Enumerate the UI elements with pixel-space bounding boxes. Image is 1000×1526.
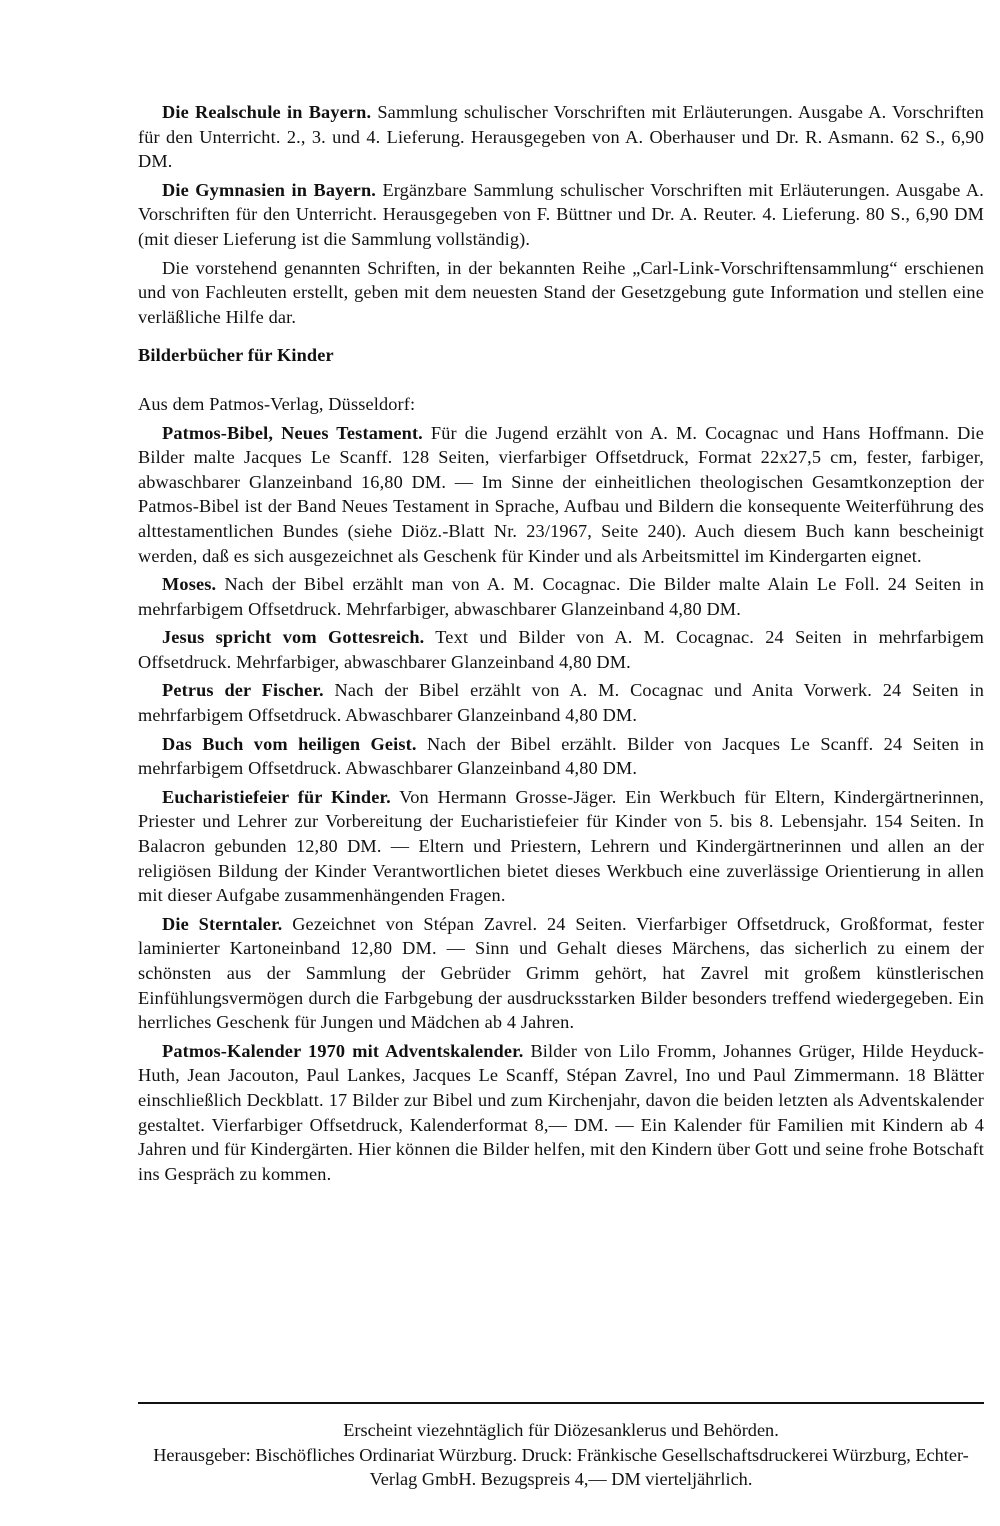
section-heading: Bilderbücher für Kinder xyxy=(138,345,334,366)
entry-eucharistiefeier xyxy=(138,785,984,908)
entry-patmos-kalender xyxy=(138,1039,984,1187)
entry-text: Gezeichnet von Stépan Zavrel. 24 Seiten. Vierfarbiger Offsetdruck, Großformat, fester laminierter Kartoneinband 12,80 DM. — Sinn und Gehalt dieses Märchens, das sicherlich zu einem der schönsten aus der Sammlung der Gebrüder Grimm gehört, hat Zavrel mit großem künstlerischen Einfühlungsvermögen durch die Farbgebung der ausdrucksstarken Bilder besonders treffend wiedergegeben. Ein herrliches Geschenk für Jungen und Mädchen ab 4 Jahren. xyxy=(138,913,985,1033)
entry-text: Ergänzbare Sammlung schulischer Vorschriften mit Erläuterungen. Ausgabe A. Vorschriften für den Unterricht. Herausgegeben von F. Büttner und Dr. A. Reuter. 4. Lieferung. 80 S., 6,90 DM (mit dieser Lieferung ist die Sammlung vollständig). xyxy=(138,179,985,249)
entry-moses xyxy=(138,572,984,621)
entry-heiliger-geist xyxy=(138,732,984,781)
footer-divider xyxy=(138,1402,984,1404)
entry-title: Das Buch vom heiligen Geist. xyxy=(162,733,417,754)
entry-text: Bilder von Lilo Fromm, Johannes Grüger, Hilde Heyduck-Huth, Jean Jacouton, Paul Lankes, Jacques Le Scanff, Stépan Zavrel, Ino und Paul Zimmermann. 18 Blätter einschließlich Deckblatt. 17 Bilder zur Bibel und zum Kirchenjahr, davon die beiden letzten als Adventskalender gestaltet. Vierfarbiger Offsetdruck, Kalenderformat 8,— DM. — Ein Kalender für Familien mit Kindern ab 4 Jahren und für Kindergärten. Hier können die Bilder helfen, mit den Kindern über Gott und seine frohe Botschaft ins Gespräch zu kommen. xyxy=(138,1040,984,1184)
entry-text: Nach der Bibel erzählt man von A. M. Cocagnac. Die Bilder malte Alain Le Foll. 24 Seiten in mehrfarbigem Offsetdruck. Mehrfarbiger, abwaschbarer Glanzeinband 4,80 DM. xyxy=(138,574,984,619)
entry-title: Die Sterntaler. xyxy=(162,913,283,934)
entry-title: Patmos-Bibel, Neues Testament. xyxy=(162,422,423,443)
footer-line-1: Erscheint viezehntäglich für Diözesanklerus und Behörden. xyxy=(343,1420,779,1440)
entry-realschule xyxy=(138,100,984,174)
entry-text: Für die Jugend erzählt von A. M. Cocagnac und Hans Hoffmann. Die Bilder malte Jacques Le Scanff. 128 Seiten, vierfarbiger Offsetdruck, Format 22x27,5 cm, fester, farbiger, abwaschbarer Glanzeinband 16,80 DM. — Im Sinne der einheitlichen theologischen Gesamtkonzeption der Patmos-Bibel ist der Band Neues Testament in Sprache, Aufbau und Bildern die konsequente Weiterführung des alttestamentlichen Bundes (siehe Diöz.-Blatt Nr. 23/1967, Seite 240). Auch diesem Buch kann bescheinigt werden, daß es sich ausgezeichnet als Geschenk für Kinder und als Arbeitsmittel im Kindergarten eignet. xyxy=(138,422,984,566)
entry-title: Die Gymnasien in Bayern. xyxy=(162,179,376,200)
entry-title: Petrus der Fischer. xyxy=(162,680,324,701)
entry-text: Nach der Bibel erzählt. Bilder von Jacques Le Scanff. 24 Seiten in mehrfarbigem Offsetdruck. Abwaschbarer Glanzeinband 4,80 DM. xyxy=(138,733,985,779)
entry-title: Eucharistiefeier für Kinder. xyxy=(162,786,391,807)
entry-petrus xyxy=(138,678,984,727)
entry-title: Patmos-Kalender 1970 mit Adventskalender. xyxy=(162,1040,524,1061)
entry-gymnasien xyxy=(138,178,984,252)
document-body xyxy=(138,100,984,1190)
entry-text: Text und Bilder von A. M. Cocagnac. 24 Seiten in mehrfarbigem Offsetdruck. Mehrfarbiger, abwaschbarer Glanzeinband 4,80 DM. xyxy=(138,627,984,672)
note-paragraph: Die vorstehend genannten Schriften, in der bekannten Reihe „Carl-Link-Vorschriftensammlung“ erschienen und von Fachleuten erstellt, geben mit dem neuesten Stand der Gesetzgebung gute Information und stellen eine verläßliche Hilfe dar. xyxy=(138,257,984,327)
footer-line-2: Herausgeber: Bischöfliches Ordinariat Würzburg. Druck: Fränkische Gesellschaftsdruckerei Würzburg, Echter-Verlag GmbH. Bezugspreis 4,— DM vierteljährlich. xyxy=(153,1444,969,1490)
publisher-line: Aus dem Patmos-Verlag, Düsseldorf: xyxy=(138,393,416,414)
entry-title: Die Realschule in Bayern. xyxy=(162,102,372,122)
footer xyxy=(138,1418,984,1492)
entry-sterntaler xyxy=(138,912,984,1035)
entry-text: Von Hermann Grosse-Jäger. Ein Werkbuch für Eltern, Kindergärtnerinnen, Priester und Lehrer zur Vorbereitung der Eucharistiefeier für Kinder von 5. bis 8. Lebensjahr. 154 Seiten. In Balacron gebunden 12,80 DM. — Eltern und Priestern, Lehrern und Kindergärtnerinnen und allen an der religiösen Bildung der Kinder Verantwortlichen bietet dieses Werkbuch eine zuverlässige Orientierung in allen mit dieser Aufgabe zusammenhängenden Fragen. xyxy=(138,786,984,906)
entry-title: Jesus spricht vom Gottesreich. xyxy=(162,627,425,648)
entry-title: Moses. xyxy=(162,574,217,595)
entry-text: Nach der Bibel erzählt von A. M. Cocagnac und Anita Vorwerk. 24 Seiten in mehrfarbigem Offsetdruck. Abwaschbarer Glanzeinband 4,80 DM. xyxy=(138,680,984,726)
entry-patmos-bibel xyxy=(138,421,984,569)
entry-jesus-spricht xyxy=(138,625,984,674)
entry-text: Sammlung schulischer Vorschriften mit Erläuterungen. Ausgabe A. Vorschriften für den Unterricht. 2., 3. und 4. Lieferung. Herausgegeben von A. Oberhauser und Dr. R. Asmann. 62 S., 6,90 DM. xyxy=(138,102,984,172)
